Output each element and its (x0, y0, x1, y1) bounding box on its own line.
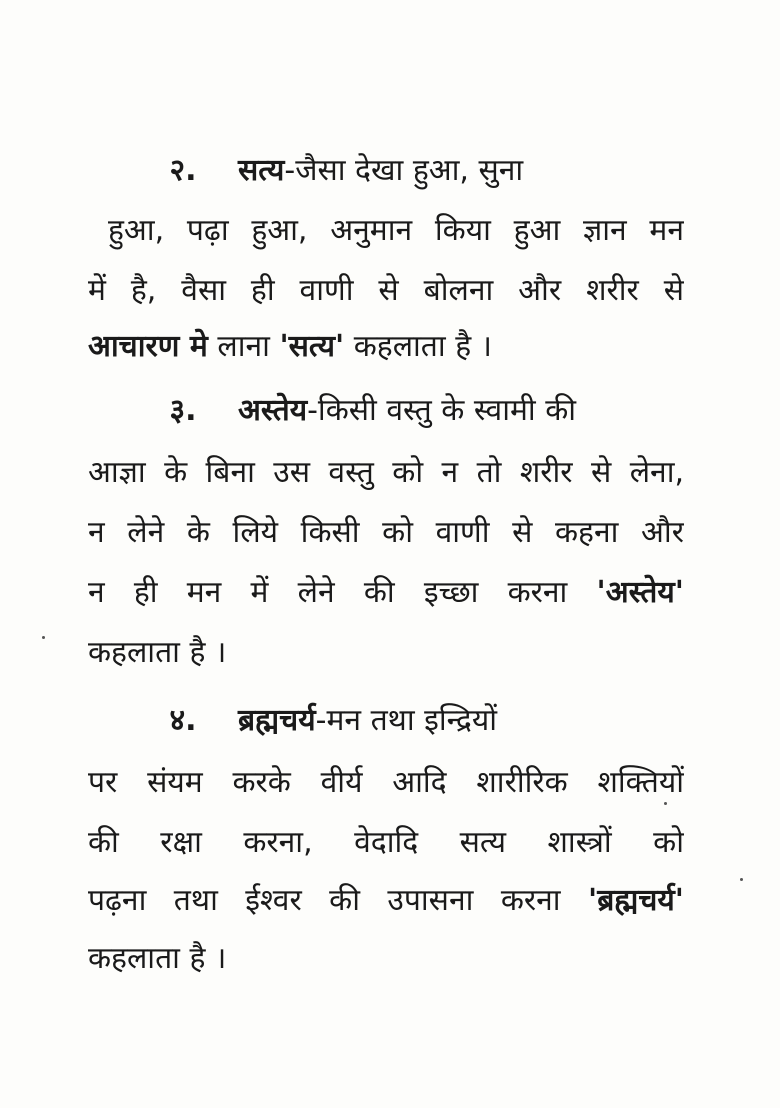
body-line: पर संयम करके वीर्य आदि शारीरिक शक्तियों (88, 765, 684, 800)
body-text: लाना (207, 329, 280, 364)
body-line (88, 564, 684, 622)
body-line: हुआ, पढ़ा हुआ, अनुमान किया हुआ ज्ञान मन (108, 213, 684, 248)
body-line: आज्ञा के बिना उस वस्तु को न तो शरीर से लेना, (88, 455, 684, 490)
quoted-term: 'ब्रह्मचर्य' (588, 883, 684, 918)
body-text: पढ़ना तथा ईश्वर की उपासना करना (88, 883, 589, 918)
section-term: ब्रह्मचर्य (238, 703, 316, 738)
section-text: -मन तथा इन्द्रियों (315, 703, 498, 738)
body-line (88, 872, 684, 930)
body-line: की रक्षा करना, वेदादि सत्य शास्त्रों को (88, 825, 684, 860)
body-line (88, 318, 684, 376)
section-number: ३. (169, 393, 197, 428)
bold-phrase: आचारण मे (88, 329, 208, 364)
body-line: कहलाता है । (88, 635, 227, 670)
scan-speck (42, 636, 45, 639)
section-text: -जैसा देखा हुआ, सुना (284, 153, 524, 188)
section-number: ४. (169, 703, 197, 738)
section-text: -किसी वस्तु के स्वामी की (307, 393, 577, 428)
scan-speck (664, 802, 667, 805)
quoted-term: 'अस्तेय' (596, 575, 684, 610)
section-heading-line (88, 382, 684, 440)
quoted-term: 'सत्य' (279, 329, 345, 364)
body-line: न लेने के लिये किसी को वाणी से कहना और (88, 515, 684, 550)
body-line: में है, वैसा ही वाणी से बोलना और शरीर से (88, 273, 684, 308)
section-heading-line (88, 142, 684, 200)
body-text: कहलाता है । (344, 329, 493, 364)
section-term: अस्तेय (238, 393, 308, 428)
scan-speck (740, 878, 743, 881)
section-term: सत्य (238, 153, 285, 188)
body-text: न ही मन में लेने की इच्छा करना (88, 575, 597, 610)
body-line: कहलाता है । (88, 941, 227, 976)
section-heading-line (88, 692, 684, 750)
section-number: २. (169, 153, 197, 188)
